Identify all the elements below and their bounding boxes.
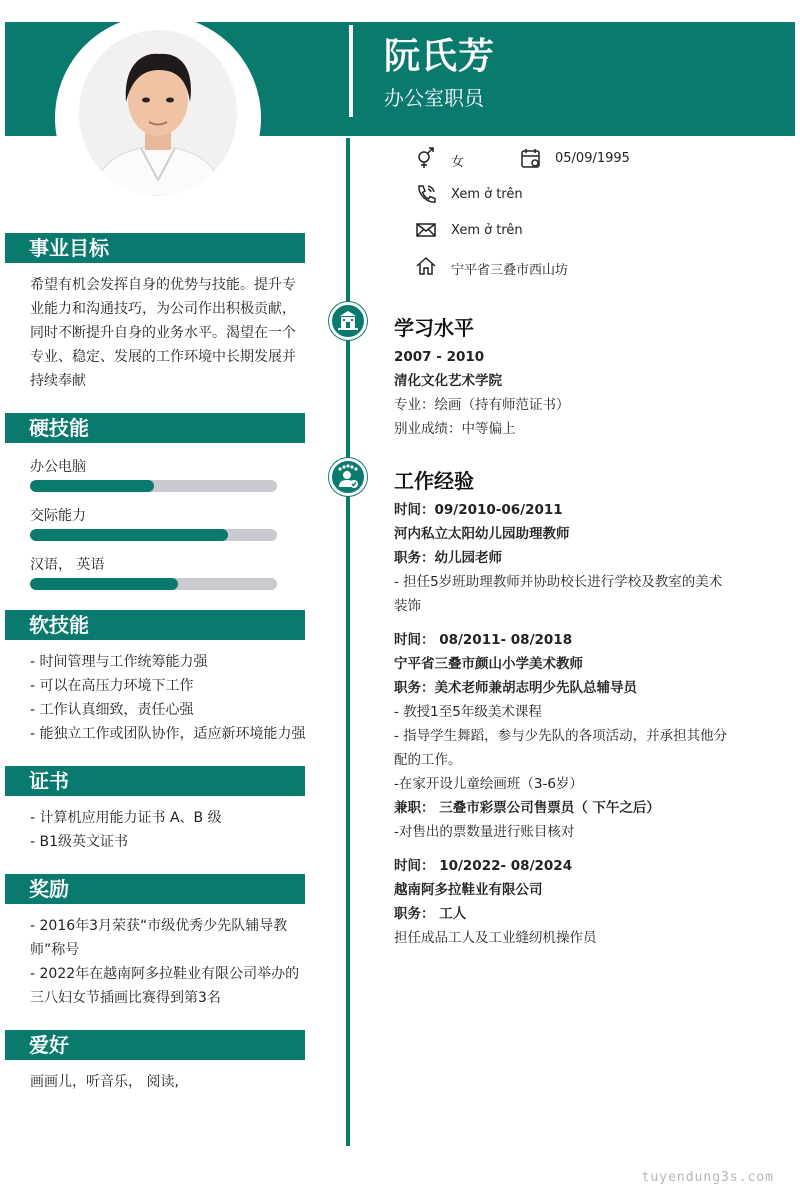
job-duty: - 指导学生舞蹈，参与少先队的各项活动，并承担其他分配的工作。 <box>394 728 728 768</box>
certificates-list <box>30 806 308 854</box>
birthdate-value: 05/09/1995 <box>555 151 630 166</box>
education-grade: 别业成绩：中等偏上 <box>394 421 516 437</box>
list-item: - 可以在高压力环境下工作 <box>30 678 194 694</box>
job-time: 时间：09/2010-06/2011 <box>394 502 563 518</box>
job-entry <box>394 498 734 618</box>
list-item: - 工作认真细致，责任心强 <box>30 702 194 718</box>
objective-heading: 事业目标 <box>5 233 305 263</box>
education-school: 清化文化艺术学院 <box>394 373 502 389</box>
profile-photo <box>79 30 237 196</box>
job-role: 职务： 工人 <box>394 906 467 922</box>
objective-text: 希望有机会发挥自身的优势与技能。提升专业能力和沟通技巧，为公司作出积极贡献，同时不断提升自身的业务水平。渴望在一个专业、稳定、发展的工作环境中长期发展并持续奉献 <box>30 277 296 389</box>
job-company: 宁平省三叠市颜山小学美术教师 <box>394 656 583 672</box>
worker-icon <box>329 458 367 496</box>
soft-skills-heading: 软技能 <box>5 610 305 640</box>
skill-label: 办公电脑 <box>30 459 86 475</box>
skill-bar <box>30 480 277 492</box>
skill-label: 汉语， 英语 <box>30 557 105 573</box>
name-divider <box>349 25 353 117</box>
education-major: 专业：绘画（持有师范证书） <box>394 397 570 413</box>
phone-value: Xem ở trên <box>451 187 523 202</box>
hobbies-text: 画画儿，听音乐， 阅读, <box>30 1074 179 1090</box>
phone-icon <box>415 183 437 205</box>
soft-skills-list <box>30 650 308 746</box>
education-heading: 学习水平 <box>394 316 474 340</box>
job-duty: - 担任5岁班助理教师并协助校长进行学校及教室的美术装饰 <box>394 574 723 614</box>
skill-label: 交际能力 <box>30 508 86 524</box>
gender-value: 女 <box>451 155 465 170</box>
skill-bar-fill <box>30 480 154 492</box>
timeline-line <box>346 138 350 1146</box>
education-period: 2007 - 2010 <box>394 349 485 365</box>
list-item: - 能独立工作或团队协作，适应新环境能力强 <box>30 726 306 742</box>
job-company: 河内私立太阳幼儿园助理教师 <box>394 526 570 542</box>
list-item: - 时间管理与工作统筹能力强 <box>30 654 208 670</box>
job-duty: - 教授1至5年级美术课程 <box>394 704 542 720</box>
job-role: 职务：幼儿园老师 <box>394 550 502 566</box>
hard-skills-heading: 硬技能 <box>5 413 305 443</box>
job-title: 办公室职员 <box>384 86 484 110</box>
list-item: - 2016年3月荣获“市级优秀少先队辅导教师”称号 <box>30 918 288 958</box>
job-duty: -在家开设儿童绘画班（3-6岁） <box>394 776 583 792</box>
mail-icon <box>415 219 437 241</box>
school-icon <box>329 302 367 340</box>
gender-icon <box>415 147 437 169</box>
watermark: tuyendung3s.com <box>641 1170 774 1185</box>
skill-bar-fill <box>30 578 178 590</box>
home-icon <box>415 255 437 277</box>
job-entry <box>394 854 734 950</box>
list-item: - B1级英文证书 <box>30 834 129 850</box>
skill-bar-fill <box>30 529 228 541</box>
candidate-name: 阮氏芳 <box>384 36 496 77</box>
list-item: - 2022年在越南阿多拉鞋业有限公司举办的三八妇女节插画比赛得到第3名 <box>30 966 300 1006</box>
job-time: 时间： 10/2022- 08/2024 <box>394 858 573 874</box>
job-duty: 担任成品工人及工业缝纫机操作员 <box>394 930 597 946</box>
job-time: 时间： 08/2011- 08/2018 <box>394 632 573 648</box>
awards-heading: 奖励 <box>5 874 305 904</box>
skill-bar <box>30 578 277 590</box>
skill-bar <box>30 529 277 541</box>
job-entry <box>394 628 734 844</box>
side-job-duty: -对售出的票数量进行账目核对 <box>394 824 575 840</box>
awards-list <box>30 914 308 1010</box>
side-job: 兼职： 三叠市彩票公司售票员（ 下午之后） <box>394 800 660 816</box>
email-value: Xem ở trên <box>451 223 523 238</box>
job-role: 职务：美术老师兼胡志明少先队总辅导员 <box>394 680 637 696</box>
address-value: 宁平省三叠市西山坊 <box>451 263 569 278</box>
education-block <box>394 345 734 441</box>
hobbies-heading: 爱好 <box>5 1030 305 1060</box>
calendar-icon <box>520 147 542 169</box>
job-company: 越南阿多拉鞋业有限公司 <box>394 882 543 898</box>
certificates-heading: 证书 <box>5 766 305 796</box>
list-item: - 计算机应用能力证书 A、B 级 <box>30 810 222 826</box>
experience-heading: 工作经验 <box>394 469 474 493</box>
